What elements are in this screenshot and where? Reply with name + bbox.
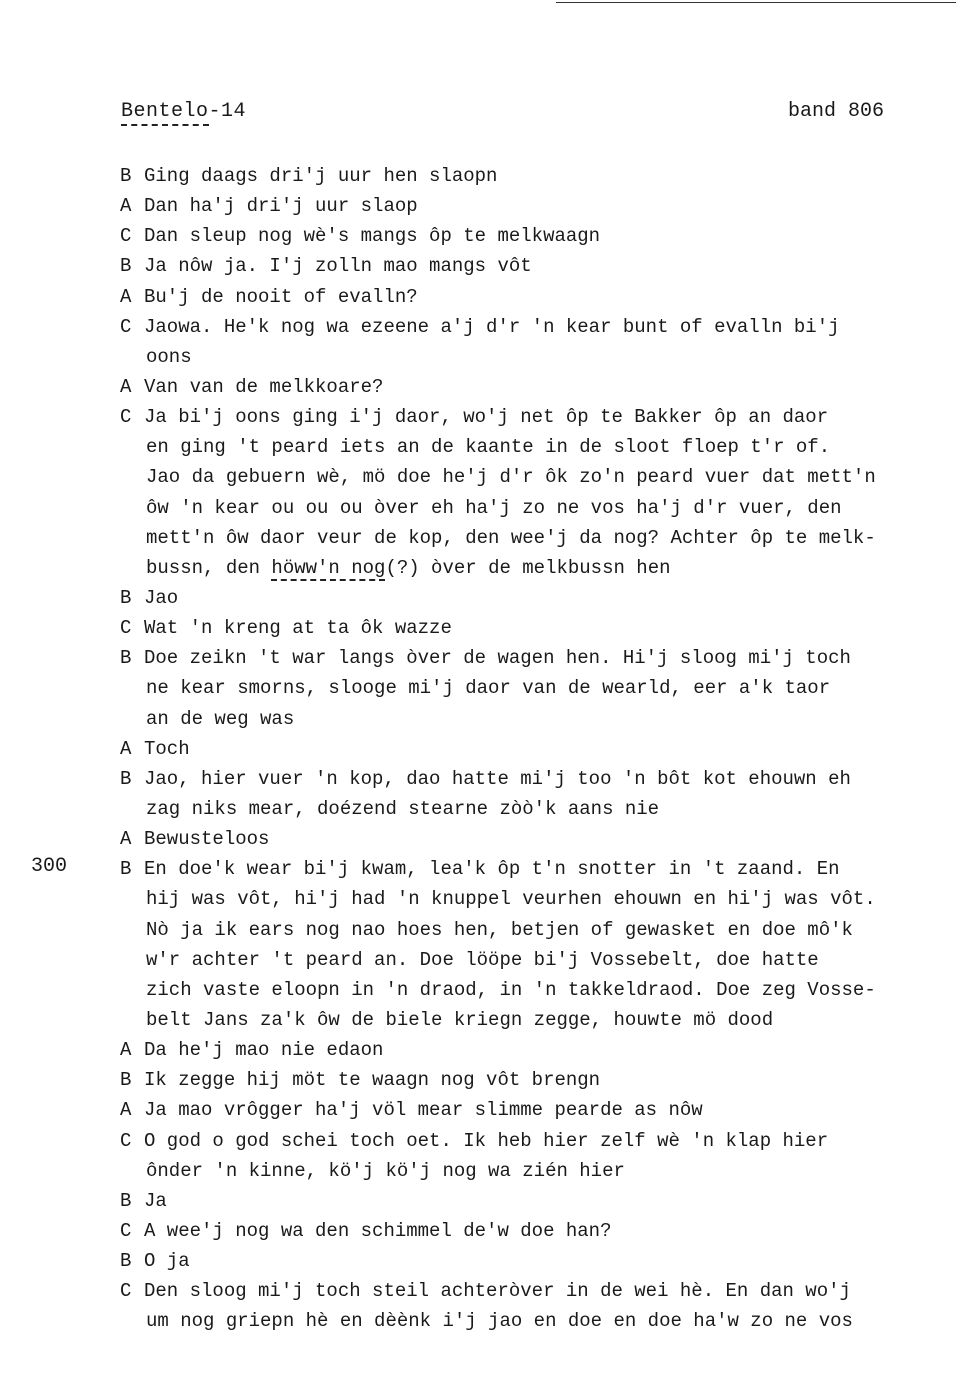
transcript-continuation-line <box>120 915 940 945</box>
utterance-text: Bu'j de nooit of evalln? <box>144 285 418 308</box>
transcript-line <box>120 251 940 281</box>
transcript-line <box>120 854 940 884</box>
transcript-line <box>120 1276 940 1306</box>
utterance-text: Wat 'n kreng at ta ôk wazze <box>144 617 452 640</box>
transcript-continuation-line <box>120 342 940 372</box>
utterance-text: Jao da gebuern wè, mö doe he'j d'r ôk zo'n peard vuer dat mett'n <box>146 466 876 489</box>
utterance-text: Den sloog mi'j toch steil achteròver in de wei hè. En dan wo'j <box>144 1280 851 1303</box>
transcript-continuation-line <box>120 432 940 462</box>
transcript-body <box>120 161 940 1336</box>
utterance-text: oons <box>146 345 192 368</box>
utterance-text: ônder 'n kinne, kö'j kö'j nog wa zién hier <box>146 1159 625 1182</box>
utterance-text: en ging 't peard iets an de kaante in de sloot floep t'r of. <box>146 436 831 459</box>
transcript-continuation-line <box>120 794 940 824</box>
speaker-label: B <box>120 647 132 670</box>
margin-line-number: 300 <box>31 855 68 878</box>
utterance-text: Bewusteloos <box>144 828 270 851</box>
document-header-tape: band 806 <box>788 100 885 123</box>
utterance-text: Ja mao vrôgger ha'j völ mear slimme pearde as nôw <box>144 1099 703 1122</box>
transcript-line <box>120 191 940 221</box>
speaker-label: B <box>120 858 132 881</box>
utterance-text: Ja nôw ja. I'j zolln mao mangs vôt <box>144 255 532 278</box>
speaker-label: A <box>120 828 132 851</box>
utterance-text: Doe zeikn 't war langs òver de wagen hen. Hi'j sloog mi'j toch <box>144 647 851 670</box>
utterance-text: O ja <box>144 1250 190 1273</box>
speaker-label: B <box>120 165 132 187</box>
transcript-continuation-line <box>120 975 940 1005</box>
transcript-line <box>120 1186 940 1216</box>
transcript-continuation-line <box>120 1005 940 1035</box>
utterance-text: Da he'j mao nie edaon <box>144 1039 384 1062</box>
speaker-label: A <box>120 375 132 398</box>
speaker-label: B <box>120 1250 132 1273</box>
utterance-text: Ja <box>144 1189 167 1212</box>
utterance-text: Nò ja ik ears nog nao hoes hen, betjen of gewasket en doe mô'k <box>146 918 853 941</box>
transcript-line <box>120 1246 940 1276</box>
transcript-line <box>120 161 940 191</box>
transcript-line <box>120 372 940 402</box>
utterance-text: belt Jans za'k ôw de biele kriegn zegge, houwte mö dood <box>146 1008 774 1031</box>
transcript-continuation-line <box>120 673 940 703</box>
transcript-line <box>120 1095 940 1125</box>
transcript-line <box>120 1126 940 1156</box>
speaker-label: A <box>120 195 132 218</box>
transcript-line <box>120 402 940 432</box>
transcript-line <box>120 583 940 613</box>
utterance-text: bussn, den <box>146 556 272 579</box>
utterance-text: ne kear smorns, slooge mi'j daor van de wearld, eer a'k taor <box>146 677 831 700</box>
transcript-continuation-line <box>120 945 940 975</box>
speaker-label: C <box>120 1129 132 1152</box>
utterance-text: Ging daags dri'j uur hen slaopn <box>144 165 498 187</box>
speaker-label: C <box>120 1280 132 1303</box>
location-name: Bentelo <box>121 100 209 126</box>
utterance-text: Toch <box>144 737 190 760</box>
speaker-label: A <box>120 737 132 760</box>
speaker-label: C <box>120 225 132 248</box>
speaker-label: B <box>120 767 132 790</box>
speaker-label: B <box>120 586 132 609</box>
utterance-text: hij was vôt, hi'j had 'n knuppel veurhen ehouwn en hi'j was vôt. <box>146 888 876 911</box>
utterance-text: (?) òver de melkbussn hen <box>385 556 671 579</box>
transcript-line <box>120 221 940 251</box>
utterance-text: Ik zegge hij möt te waagn nog vôt brengn <box>144 1069 601 1092</box>
speaker-label: C <box>120 406 132 429</box>
speaker-label: B <box>120 1189 132 1212</box>
utterance-text: Van van de melkkoare? <box>144 375 384 398</box>
transcript-continuation-line <box>120 884 940 914</box>
utterance-text: Ja bi'j oons ging i'j daor, wo'j net ôp te Bakker ôp an daor <box>144 406 829 429</box>
speaker-label: C <box>120 617 132 640</box>
transcript-line <box>120 764 940 794</box>
transcript-line <box>120 824 940 854</box>
utterance-text: zag niks mear, doézend stearne zòò'k aans nie <box>146 797 660 820</box>
utterance-text: Jaowa. He'k nog wa ezeene a'j d'r 'n kear bunt of evalln bi'j <box>144 315 840 338</box>
utterance-text: w'r achter 't peard an. Doe lööpe bi'j Vossebelt, doe hatte <box>146 948 819 971</box>
utterance-text: Jao, hier vuer 'n kop, dao hatte mi'j too 'n bôt kot ehouwn eh <box>144 767 851 790</box>
top-rule <box>556 2 956 3</box>
location-number: -14 <box>208 100 247 123</box>
transcript-line <box>120 643 940 673</box>
transcript-continuation-line <box>120 553 940 583</box>
transcript-line <box>120 734 940 764</box>
speaker-label: B <box>120 255 132 278</box>
utterance-text: Dan sleup nog wè's mangs ôp te melkwaagn <box>144 225 601 248</box>
speaker-label: B <box>120 1069 132 1092</box>
transcript-line <box>120 1216 940 1246</box>
utterance-text: Dan ha'j dri'j uur slaop <box>144 195 418 218</box>
transcript-line <box>120 1035 940 1065</box>
transcript-continuation-line <box>120 462 940 492</box>
utterance-text: um nog griepn hè en dèènk i'j jao en doe en doe ha'w zo ne vos <box>146 1310 853 1333</box>
speaker-label: C <box>120 315 132 338</box>
utterance-text: O god o god schei toch oet. Ik heb hier zelf wè 'n klap hier <box>144 1129 829 1152</box>
utterance-text: an de weg was <box>146 707 295 730</box>
utterance-text: ôw 'n kear ou ou ou òver eh ha'j zo ne vos ha'j d'r vuer, den <box>146 496 842 519</box>
speaker-label: C <box>120 1219 132 1242</box>
utterance-text: Jao <box>144 586 179 609</box>
transcript-line <box>120 312 940 342</box>
uncertain-transcription: höww'n nog <box>271 556 386 579</box>
transcript-line <box>120 1065 940 1095</box>
utterance-text: En doe'k wear bi'j kwam, lea'k ôp t'n snotter in 't zaand. En <box>144 858 840 881</box>
document-header-location <box>121 100 246 123</box>
transcript-continuation-line <box>120 523 940 553</box>
transcript-continuation-line <box>120 493 940 523</box>
utterance-text: mett'n ôw daor veur de kop, den wee'j da nog? Achter ôp te melk- <box>146 526 876 549</box>
transcript-line <box>120 282 940 312</box>
speaker-label: A <box>120 1099 132 1122</box>
utterance-text: A wee'j nog wa den schimmel de'w doe han? <box>144 1219 612 1242</box>
utterance-text: zich vaste eloopn in 'n draod, in 'n takkeldraod. Doe zeg Vosse- <box>146 978 876 1001</box>
speaker-label: A <box>120 285 132 308</box>
transcript-continuation-line <box>120 1306 940 1336</box>
transcript-line <box>120 613 940 643</box>
transcript-continuation-line <box>120 1156 940 1186</box>
speaker-label: A <box>120 1039 132 1062</box>
transcript-continuation-line <box>120 704 940 734</box>
